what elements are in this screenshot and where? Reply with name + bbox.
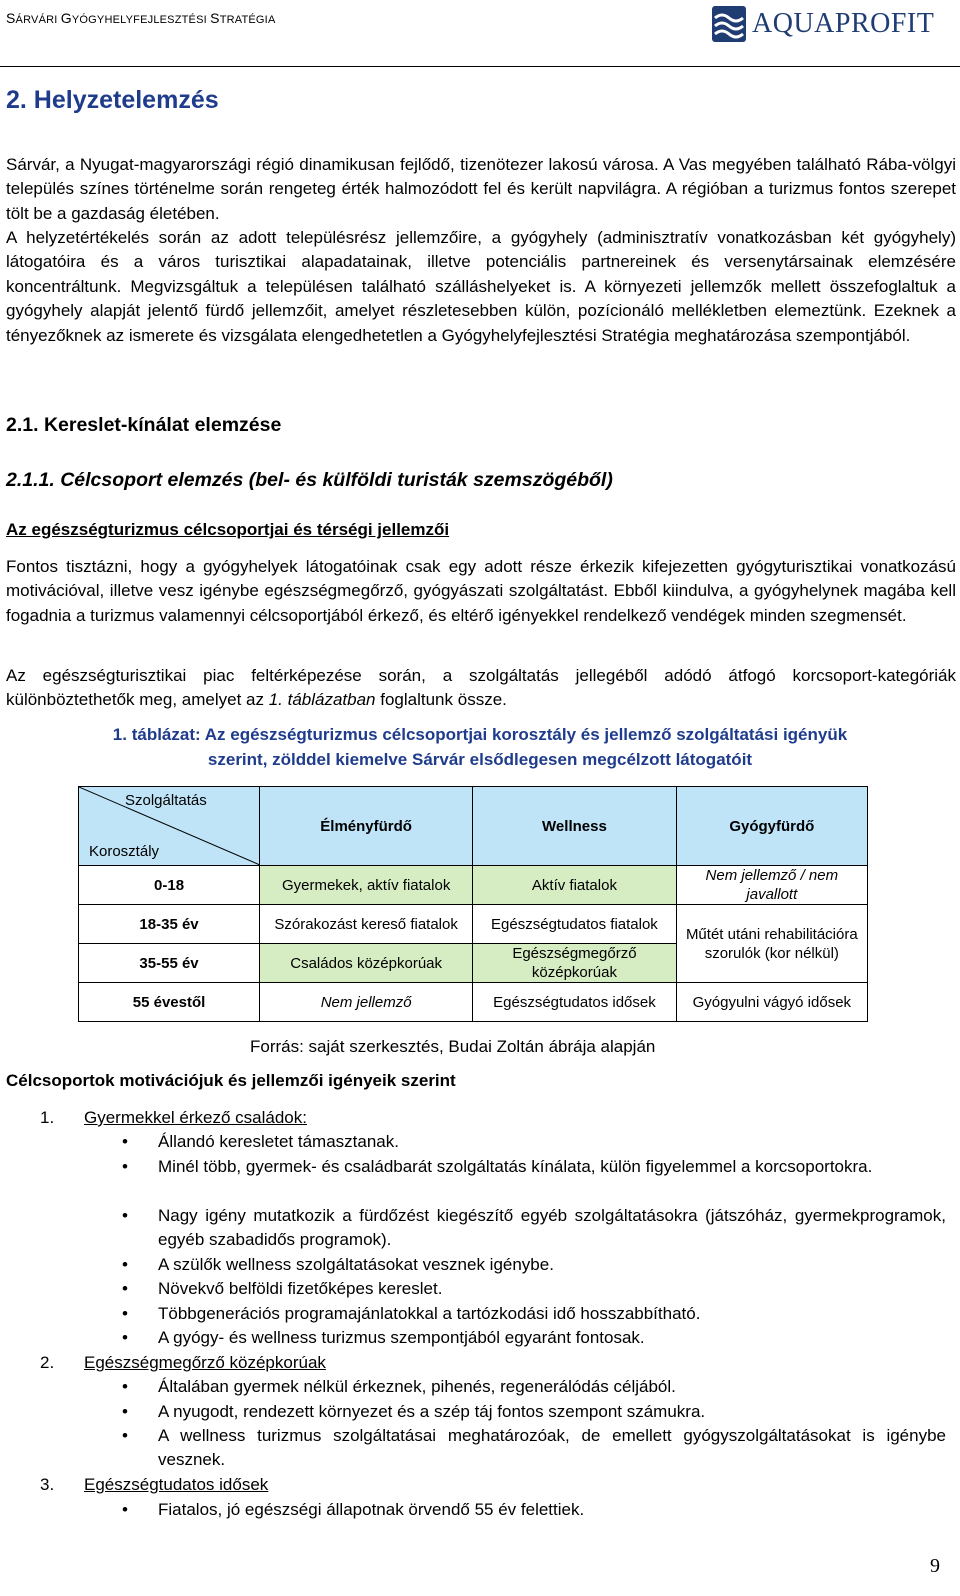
bullet-icon: • (122, 1206, 128, 1225)
bullet-icon: • (122, 1328, 128, 1347)
bullet-icon: • (122, 1132, 128, 1151)
list-item: Nagy igény mutatkozik a fürdőzést kiegészítő egyéb szolgáltatásokra (játszóház, gyermekprogramok, egyéb szabadidős programok). (158, 1206, 946, 1250)
list-item: Többgenerációs programajánlatokkal a tartózkodási idő hosszabbítható. (158, 1304, 701, 1323)
table-intro-paragraph: Az egészségturisztikai piac feltérképezése során, a szolgáltatás jellegéből adódó átfogó korcsoport-kategóriák különböztethetők meg, amelyet az 1. táblázatban foglaltunk össze. (6, 666, 956, 710)
logo-text: AQUAPROFIT (752, 8, 935, 39)
list-item: Fiatalos, jó egészségi állapotnak örvendő 55 év felettiek. (158, 1500, 585, 1519)
target-group-table (78, 786, 868, 1022)
list-item: Növekvő belföldi fizetőképes kereslet. (158, 1279, 443, 1298)
bullet-icon: • (122, 1500, 128, 1519)
table-row: 55 évestől Nem jellemző Egészségtudatos idősek Gyógyulni vágyó idősek (79, 983, 868, 1022)
wave-logo-icon (712, 6, 746, 42)
list-item: A gyógy- és wellness turizmus szempontjából egyaránt fontosak. (158, 1328, 645, 1347)
col-header: Gyógyfürdő (676, 787, 867, 866)
list-item: A nyugodt, rendezett környezet és a szép táj fontos szempont számukra. (158, 1402, 706, 1421)
intro-paragraph: Sárvár, a Nyugat-magyarországi régió dinamikusan fejlődő, tizenötezer lakosú városa. A Vas megyében található Rába-völgyi település színes történelme során rengeteg érték halmozódott fel és került napvilágra. A régióban a turizmus fontos szerepet tölt be a gazdaság életében. (6, 155, 956, 223)
bullet-icon: • (122, 1402, 128, 1421)
table-caption: 1. táblázat: Az egészségturizmus célcsoportjai korosztály és jellemző szolgáltatási igényük szerint, zölddel kiemelve Sárvár elsődlegesen megcélzott látogatóit (112, 725, 848, 769)
table-corner-cell: Szolgáltatás Korosztály (79, 787, 260, 866)
list-item: Általában gyermek nélkül érkeznek, pihenés, regenerálódás céljából. (158, 1377, 676, 1396)
bullet-icon: • (122, 1279, 128, 1298)
bullet-icon: • (122, 1426, 128, 1445)
page-header (0, 0, 960, 70)
target-groups-paragraph: Fontos tisztázni, hogy a gyógyhelyek látogatóinak csak egy adott része érkezik kifejezetten gyógyturisztikai vonatkozású motivációval, illetve vesz igénybe egészségmegőrző, gyógyászati szolgáltatást. Ebből kiindulva, a gyógyhelynek magába kell fogadnia a turizmus valamennyi célcsoportjából érkező, és eltérő igényekkel rendelkező vendégek minden szegmensét. (6, 557, 956, 625)
list-item: Állandó keresletet támasztanak. (158, 1132, 399, 1151)
assessment-paragraph: A helyzetértékelés során az adott településrész jellemzőire, a gyógyhely (adminisztratív vonatkozásban két gyógyhely) látogatóira és a város turisztikai alapadatainak, illetve potenciális partnereinek és versenytársainak elemzésére koncentráltunk. Megvizsgáltuk a településen található szálláshelyeket is. A környezeti jellemzők mellett összefoglaltuk a gyógyhely alapját jelentő fürdő jellemzőit, amelyet részletesebben külön, pozícionáló mellékletben elemeztünk. Ezeknek a tényezőknek az ismerete és vizsgálata elengedhetetlen a Gyógyhelyfejlesztési Stratégia meghatározása szempontjából. (6, 228, 956, 345)
list-item: A szülők wellness szolgáltatásokat vesznek igénybe. (158, 1255, 554, 1274)
topic-heading: Az egészségturizmus célcsoportjai és térségi jellemzői (6, 520, 450, 539)
aquaprofit-logo (712, 4, 934, 44)
col-header: Wellness (473, 787, 676, 866)
table-row: 18-35 év Szórakozást kereső fiatalok Egészségtudatos fiatalok Műtét utáni rehabilitációra szorulók (kor nélkül) (79, 905, 868, 944)
motivation-heading: Célcsoportok motivációjuk és jellemzői igényeik szerint (6, 1071, 456, 1090)
section-heading: 2. Helyzetelemzés (6, 86, 219, 114)
bullet-icon: • (122, 1255, 128, 1274)
list-item: Minél több, gyermek- és családbarát szolgáltatás kínálata, külön figyelemmel a korcsoportokra. (158, 1157, 873, 1176)
table-row: 35-55 év Családos középkorúak Egészségmegőrző középkorúak (79, 944, 868, 983)
subsection-heading: 2.1. Kereslet-kínálat elemzése (6, 414, 282, 436)
list-item: A wellness turizmus szolgáltatásai meghatározóak, de emellett gyógyszolgáltatásokat is igénybe vesznek. (158, 1426, 946, 1470)
bullet-icon: • (122, 1377, 128, 1396)
document-title: SÁRVÁRI GYÓGYHELYFEJLESZTÉSI STRATÉGIA (6, 10, 276, 26)
header-divider (0, 66, 960, 67)
page-number: 9 (930, 1555, 940, 1577)
table-reference: 1. táblázatban (268, 690, 376, 710)
table-source: Forrás: saját szerkesztés, Budai Zoltán ábrája alapján (250, 1037, 656, 1056)
bullet-icon: • (122, 1157, 128, 1176)
table-row: 0-18 Gyermekek, aktív fiatalok Aktív fiatalok Nem jellemző / nem javallott (79, 866, 868, 905)
bullet-icon: • (122, 1304, 128, 1323)
col-header: Élményfürdő (260, 787, 473, 866)
subsubsection-heading: 2.1.1. Célcsoport elemzés (bel- és külföldi turisták szemszögéből) (6, 469, 613, 491)
